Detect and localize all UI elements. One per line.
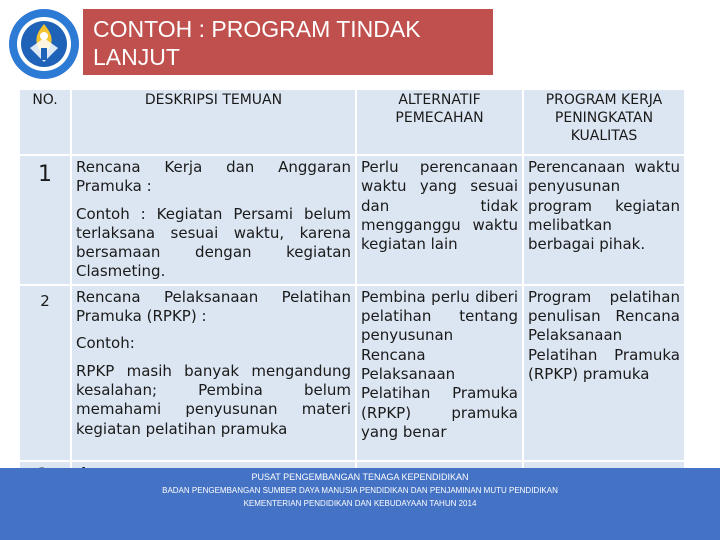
table-row <box>19 155 685 285</box>
footer-line: KEMENTERIAN PENDIDIKAN DAN KEBUDAYAAN TAHUN 2014 <box>243 499 477 508</box>
footer-line: PUSAT PENGEMBANGAN TENAGA KEPENDIDIKAN <box>251 472 469 482</box>
header-deskripsi: DESKRIPSI TEMUAN <box>71 89 356 155</box>
header-alternatif: ALTERNATIF PEMECAHAN <box>356 89 523 155</box>
table-header-row <box>19 89 685 155</box>
header-program: PROGRAM KERJA PENINGKATAN KUALITAS <box>523 89 685 155</box>
table-row <box>19 285 685 461</box>
alternatif-cell: Pembina perlu diberi pelatihan tentang penyusunan Rencana Pelaksanaan Pelatihan Pramuka (RPKP) pramuka yang benar <box>356 285 523 461</box>
deskripsi-text: RPKP masih banyak mengandung kesalahan; Pembina belum memahami penyusunan materi kegiatan pelatihan pramuka <box>76 361 351 438</box>
footer <box>0 468 720 540</box>
tut-wuri-handayani-emblem-icon <box>8 8 80 80</box>
deskripsi-text: Contoh : Kegiatan Persami belum terlaksana sesuai waktu, karena bersamaan dengan kegiatan Clasmeting. <box>76 204 351 281</box>
deskripsi-cell <box>71 285 356 461</box>
footer-line: BADAN PENGEMBANGAN SUMBER DAYA MANUSIA PENDIDIKAN DAN PENJAMINAN MUTU PENDIDIKAN <box>162 486 558 495</box>
deskripsi-text: Rencana Pelaksanaan Pelatihan Pramuka (RPKP) : <box>76 287 351 326</box>
row-number: 1 <box>19 155 71 285</box>
deskripsi-text: Rencana Kerja dan Anggaran Pramuka : <box>76 158 351 196</box>
header-no: NO. <box>19 89 71 155</box>
alternatif-cell: Perlu perencanaan waktu yang sesuai dan tidak mengganggu waktu kegiatan lain <box>356 155 523 285</box>
program-cell: Perencanaan waktu penyusunan program kegiatan melibatkan berbagai pihak. <box>523 155 685 285</box>
deskripsi-cell <box>71 155 356 285</box>
program-table <box>18 88 686 490</box>
program-cell: Program pelatihan penulisan Rencana Pelaksanaan Pelatihan Pramuka (RPKP) pramuka <box>523 285 685 461</box>
row-number: 2 <box>19 285 71 461</box>
deskripsi-text: Contoh: <box>76 334 135 353</box>
page-title: CONTOH : PROGRAM TINDAK LANJUT <box>83 9 493 75</box>
